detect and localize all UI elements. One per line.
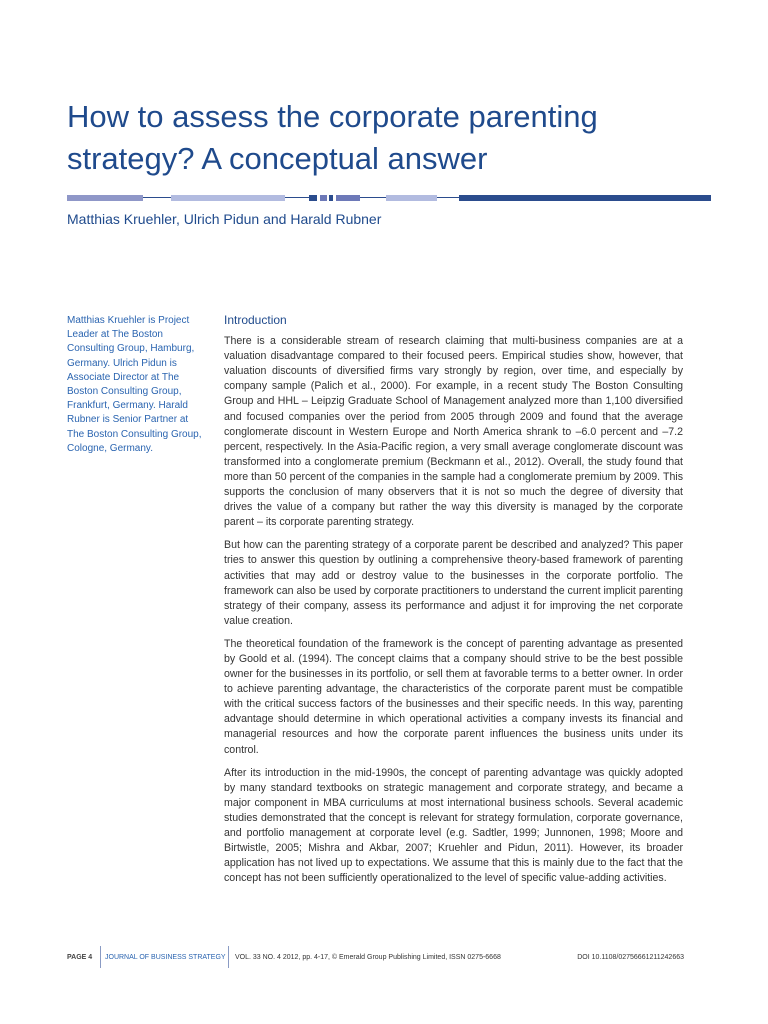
page-number: PAGE 4 xyxy=(67,954,93,961)
article-title: How to assess the corporate parenting strategy? A conceptual answer xyxy=(67,99,598,176)
body-paragraph: After its introduction in the mid-1990s, the concept of parenting advantage was quickly adopted by many standard textbooks on strategic management and corporate strategy, and became a major component in MBA curriculums at most international business schools. Several academic studies demonstrated that the concept is relevant for strategy formulation, corporate governance, and portfolio management at corporate level (e.g. Sadtler, 1999; Junnonen, 1998; Moore and Birtwistle, 2005; Mishra and Akbar, 2007; Kruehler and Pidun, 2011). However, its broader application has not lived up to expectations. We assume that this is mainly due to the fact that the concept has not been sufficiently operationalized to the level of specific value-adding activities. xyxy=(224,766,683,885)
body-paragraph: There is a considerable stream of research claiming that multi-business companies are at a valuation disadvantage compared to their focused peers. Empirical studies show, however, that valuation discounts of diversified firms vary strongly by region, over time, and especially by company sample (Palich et al., 2000). For example, in a recent study The Boston Consulting Group and HHL – Leipzig Graduate School of Management analyzed more than 1,100 diversified and focused companies over the period from 2005 through 2009 and found that the average conglomerate discount in Western Europe and North America shrank to –6.0 percent and –7.2 percent, respectively. In the Asia-Pacific region, a very small average conglomerate discount was transformed into a conglomerate premium (Beckmann et al., 2012). Overall, the study found that more than 50 percent of the companies in the sample had a conglomerate premium by 2009. This supports the conclusion of many observers that it is not so much the degree of diversity that drives the value of a company but rather the way this diversity is managed by the corporate parent – its corporate parenting strategy. xyxy=(224,335,683,529)
doi-text: DOI 10.1108/02756661211242663 xyxy=(577,954,684,961)
article-body xyxy=(224,313,683,894)
footer-divider xyxy=(228,946,229,968)
body-paragraph: The theoretical foundation of the framework is the concept of parenting advantage as presented by Goold et al. (1994). The concept claims that a company should strive to be the best possible owner for the businesses in its portfolio, or sell them at favorable terms to a better owner. In order to achieve parenting advantage, the characteristics of the corporate parent must be compatible with the critical success factors of the businesses and their specific needs. In this way, parenting advantage should determine in which operational activities a company invests its financial and managerial resources and how the corporate parent influences the business units under its control. xyxy=(224,637,683,756)
section-heading: Introduction xyxy=(224,313,287,327)
page-footer xyxy=(67,946,684,968)
affiliation-text: Matthias Kruehler is Project Leader at The Boston Consulting Group, Hamburg, Germany. Ulrich Pidun is Associate Director at The Boston Consulting Group, Frankfurt, Germany. Harald Rubner is Senior Partner at The Boston Consulting Group, Cologne, Germany. xyxy=(67,315,202,454)
journal-name: JOURNAL OF BUSINESS STRATEGY xyxy=(105,954,226,961)
author-list: Matthias Kruehler, Ulrich Pidun and Harald Rubner xyxy=(67,211,382,227)
author-affiliations xyxy=(67,314,207,456)
volume-info: VOL. 33 NO. 4 2012, pp. 4-17, © Emerald Group Publishing Limited, ISSN 0275-6668 xyxy=(235,954,501,961)
footer-divider xyxy=(100,946,101,968)
body-paragraph: But how can the parenting strategy of a corporate parent be described and analyzed? This paper tries to answer this question by outlining a comprehensive theory-based framework of parenting activities that may add or destroy value to the businesses in the corporate portfolio. The framework can also be used by corporate practitioners to understand the current implicit parenting strategy of their company, assess its performance and adjust it for improving the net corporate value creation. xyxy=(224,539,683,627)
title-decorative-rule xyxy=(67,195,711,201)
